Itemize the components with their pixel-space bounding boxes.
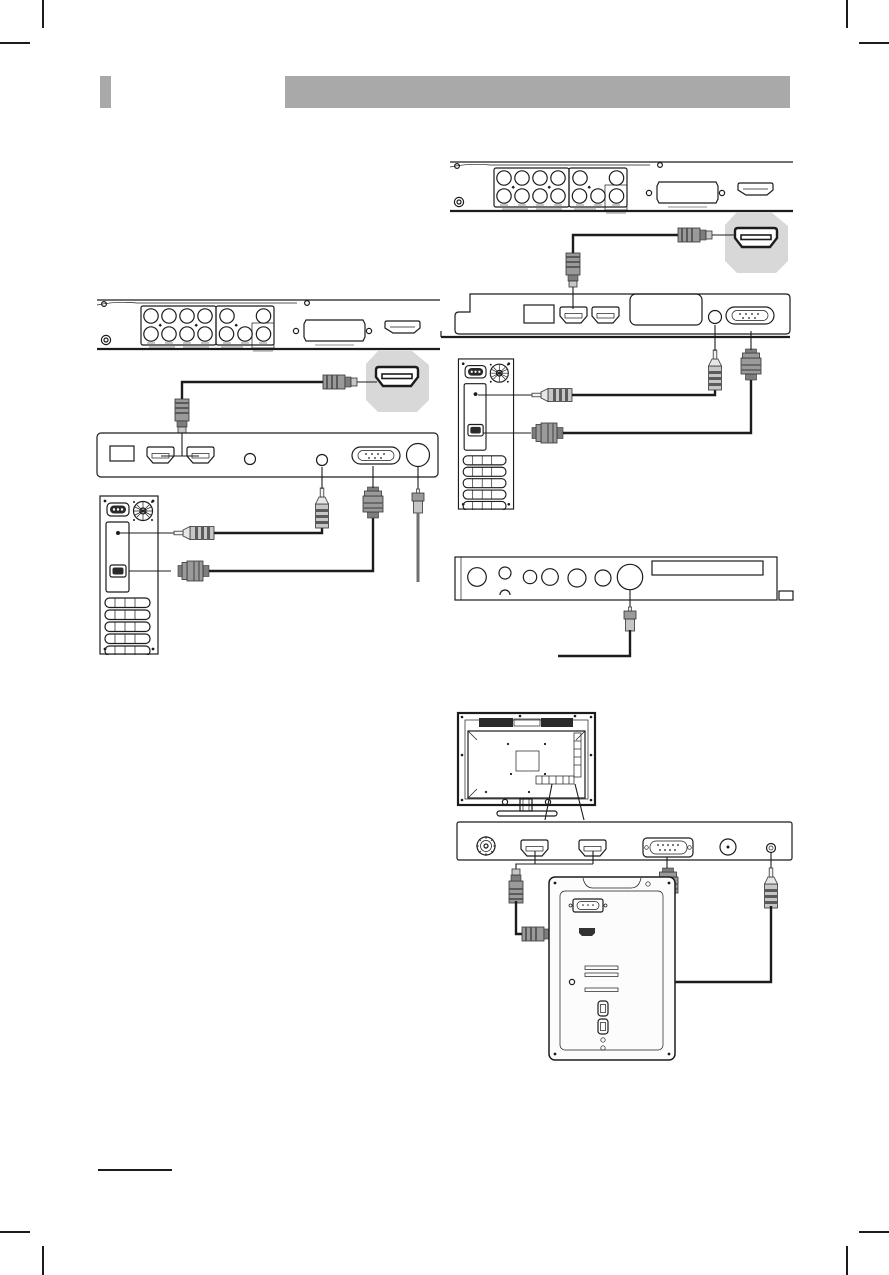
tv-stand <box>497 799 557 816</box>
hdmi-port-2 <box>592 307 619 323</box>
round-connector <box>542 569 559 586</box>
right-pc-tower-rear <box>458 359 513 511</box>
round-connector <box>499 567 511 579</box>
hdmi-port-2 <box>187 447 214 463</box>
rf-antenna-socket <box>476 836 496 856</box>
display-window <box>652 561 763 575</box>
headphone-icon <box>500 590 510 595</box>
hdmi-port-1 <box>560 307 587 323</box>
usb-port <box>110 446 134 461</box>
receiver-front-panel <box>455 557 793 600</box>
right-hdmi-highlight <box>712 212 788 273</box>
round-connector <box>468 568 487 587</box>
tv-bottom-connector-panel <box>457 822 792 860</box>
audio-in-jack <box>317 455 328 466</box>
vga-port <box>643 838 693 857</box>
hdmi-port-highlight-icon <box>725 212 788 273</box>
left-pc-tower-rear <box>100 496 158 656</box>
laptop-rear-panel <box>549 877 675 1060</box>
left-hdmi-cable <box>161 375 357 456</box>
right-hdmi-cable <box>566 228 712 309</box>
audio-in-jack <box>709 311 722 324</box>
tv-rear-view <box>458 713 595 820</box>
left-antenna-cable <box>412 467 424 582</box>
left-tv-bottom-panel <box>97 433 438 477</box>
right-av-receiver-rear-panel <box>450 162 793 213</box>
left-audio-cable <box>120 467 329 540</box>
vga-port <box>726 307 774 324</box>
left-av-receiver-rear-panel <box>97 300 440 351</box>
back-cover <box>468 731 585 798</box>
vga-port <box>352 447 400 464</box>
audio-jack <box>767 844 776 853</box>
service-cover <box>630 294 702 325</box>
left-vga-cable <box>129 466 383 581</box>
antenna-socket <box>407 444 430 467</box>
panel-foot <box>779 591 793 600</box>
round-connector <box>568 569 586 587</box>
laptop-hdmi-port <box>579 928 595 936</box>
side-connector-strip <box>574 733 581 777</box>
right-tv-side-panel <box>441 294 790 337</box>
antenna-out-connector <box>617 564 642 589</box>
round-jack <box>245 454 256 465</box>
hdmi-port-1 <box>147 447 174 463</box>
left-hdmi-highlight <box>357 351 429 412</box>
screw-dots <box>461 715 593 802</box>
vesa-mount <box>516 751 539 771</box>
round-connector <box>595 570 611 586</box>
round-connector <box>523 570 536 583</box>
usb-port <box>524 305 554 323</box>
